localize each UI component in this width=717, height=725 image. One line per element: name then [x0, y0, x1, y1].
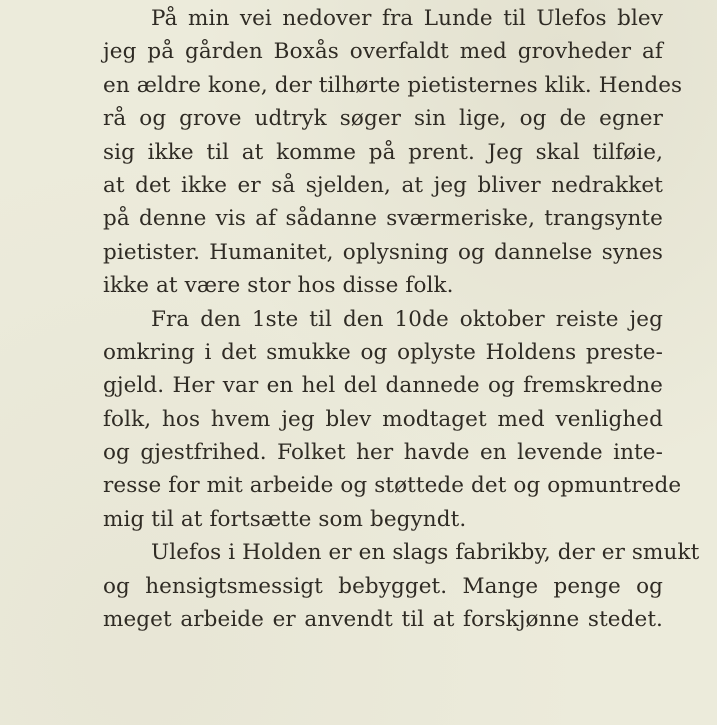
text-line: På min vei nedover fra Lunde til Ulefos blev — [151, 6, 663, 31]
text-line: Ulefos i Holden er en slags fabrikby, der er smukt — [151, 540, 700, 566]
text-line: en ældre kone, der tilhørte pietisternes klik. Hendes — [103, 72, 683, 98]
text-line: folk, hos hvem jeg blev modtaget med venlighed — [103, 406, 663, 432]
paragraph-2 — [103, 303, 682, 537]
text-line: jeg på gården Boxås overfaldt med grovheder af — [103, 39, 663, 65]
text-line: gjeld. Her var en hel del dannede og fremskredne — [103, 373, 663, 399]
text-line: og gjestfrihed. Folket her havde en levende inte- — [103, 440, 663, 466]
text-line: at det ikke er så sjelden, at jeg bliver nedrakket — [103, 172, 663, 198]
text-line: og hensigtsmessigt bebygget. Mange penge og — [103, 573, 663, 599]
text-line: pietister. Humanitet, oplysning og dannelse synes — [103, 239, 663, 265]
text-line: rå og grove udtryk søger sin lige, og de egner — [103, 106, 663, 132]
paragraph-3 — [103, 536, 700, 636]
paragraph-1 — [103, 2, 683, 303]
text-line: omkring i det smukke og oplyste Holdens preste- — [103, 339, 663, 365]
text-line: sig ikke til at komme på prent. Jeg skal tilføie, — [103, 139, 663, 165]
text-line: resse for mit arbeide og støttede det og opmuntrede — [103, 473, 682, 499]
page-text — [103, 2, 700, 636]
text-line: på denne vis af sådanne sværmeriske, trangsynte — [103, 206, 663, 232]
text-line: ikke at være stor hos disse folk. — [103, 273, 454, 299]
text-line: Fra den 1ste til den 10de oktober reiste jeg — [151, 306, 663, 332]
text-line: mig til at fortsætte som begyndt. — [103, 506, 467, 532]
text-line: meget arbeide er anvendt til at forskjønne stedet. — [103, 607, 663, 633]
